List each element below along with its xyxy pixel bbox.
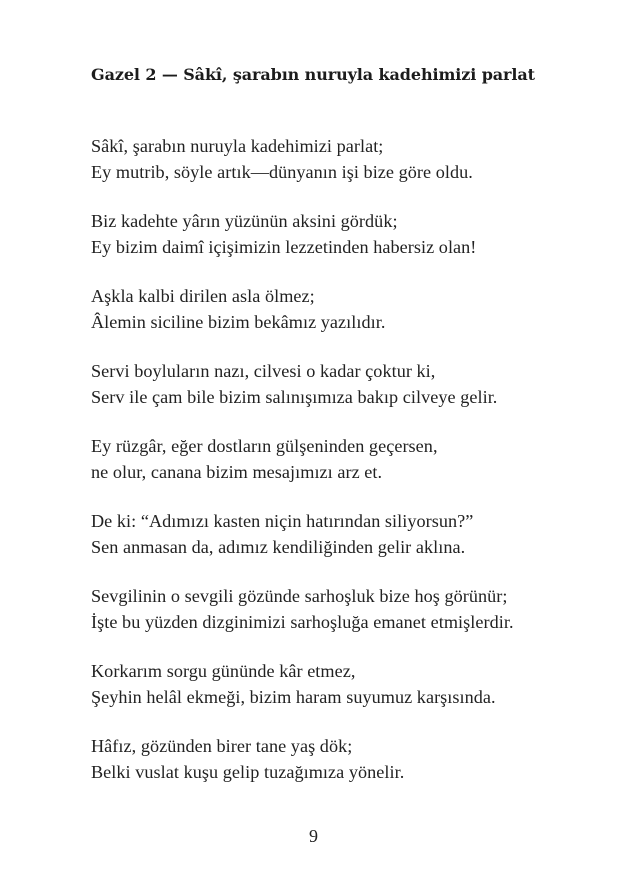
verse-line: De ki: “Adımızı kasten niçin hatırından siliyorsun?”: [91, 511, 474, 531]
verse-line: Ey rüzgâr, eğer dostların gülşeninden geçersen,: [91, 436, 438, 456]
verse-line: Sen anmasan da, adımız kendiliğinden gelir aklına.: [91, 537, 466, 557]
verse-line: İşte bu yüzden dizginimizi sarhoşluğa emanet etmişlerdir.: [91, 612, 514, 632]
verse-line: Belki vuslat kuşu gelip tuzağımıza yönelir.: [91, 762, 405, 782]
verse-line: Hâfız, gözünden birer tane yaş dök;: [91, 736, 353, 756]
page-number: 9: [309, 826, 318, 846]
stanza-2: [91, 208, 514, 260]
poem-body: [91, 133, 514, 808]
verse-line: Serv ile çam bile bizim salınışımıza bakıp cilveye gelir.: [91, 387, 498, 407]
stanza-4: [91, 358, 514, 410]
verse-line: Âlemin siciline bizim bekâmız yazılıdır.: [91, 312, 386, 332]
stanza-1: [91, 133, 514, 185]
verse-line: Ey bizim daimî içişimizin lezzetinden habersiz olan!: [91, 237, 477, 257]
verse-line: Sâkî, şarabın nuruyla kadehimizi parlat;: [91, 136, 384, 156]
stanza-9: [91, 733, 514, 785]
poem-title: Gazel 2 — Sâkî, şarabın nuruyla kadehimizi parlat: [91, 65, 535, 84]
verse-line: Sevgilinin o sevgili gözünde sarhoşluk bize hoş görünür;: [91, 586, 508, 606]
verse-line: Biz kadehte yârın yüzünün aksini gördük;: [91, 211, 398, 231]
stanza-5: [91, 433, 514, 485]
verse-line: Şeyhin helâl ekmeği, bizim haram suyumuz karşısında.: [91, 687, 496, 707]
verse-line: Aşkla kalbi dirilen asla ölmez;: [91, 286, 315, 306]
stanza-3: [91, 283, 514, 335]
stanza-6: [91, 508, 514, 560]
stanza-7: [91, 583, 514, 635]
verse-line: Servi boyluların nazı, cilvesi o kadar çoktur ki,: [91, 361, 436, 381]
stanza-8: [91, 658, 514, 710]
verse-line: Ey mutrib, söyle artık—dünyanın işi bize göre oldu.: [91, 162, 473, 182]
verse-line: Korkarım sorgu gününde kâr etmez,: [91, 661, 356, 681]
verse-line: ne olur, canana bizim mesajımızı arz et.: [91, 462, 383, 482]
